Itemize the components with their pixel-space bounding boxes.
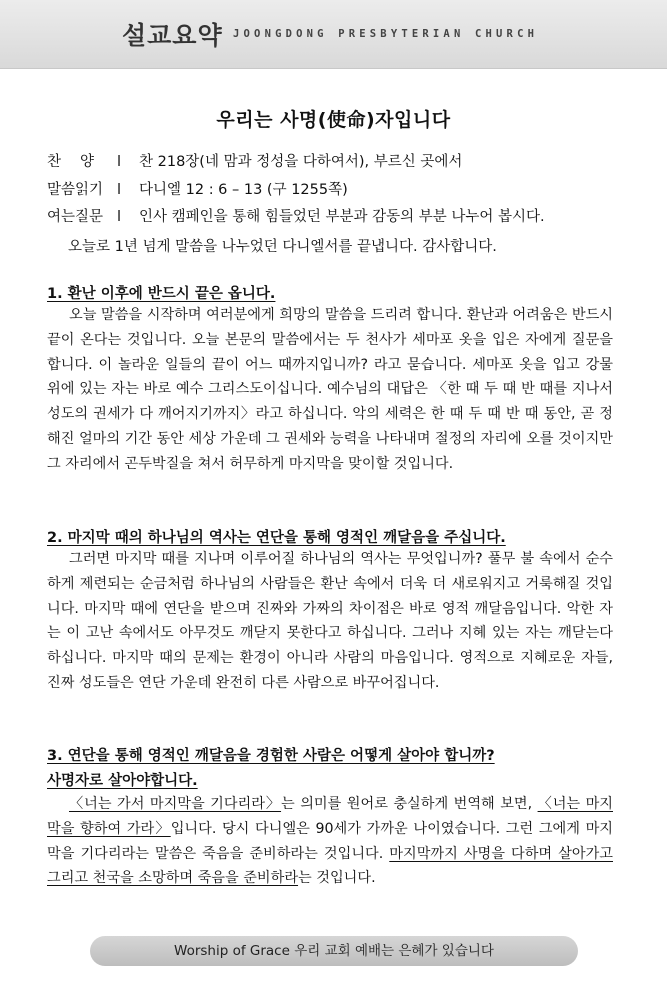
- section-2-body: 그러면 마지막 때를 지나며 이루어질 하나님의 역사는 무엇입니까? 풀무 불 속에서 순수하게 제련되는 순금처럼 하나님의 사람들은 환난 속에서 더욱 더 새로워지고 거룩해질 것입니다. 마지막 때에 연단을 받으며 진짜와 가짜의 차이점은 바로 영적 깨달음입니다. 악한 자는 이 고난 속에서도 아무것도 깨닫지 못한다고 하십니다. 그러나 지혜 있는 자는 깨닫는다 하십니다. 마지막 때의 문제는 환경이 아니라 사람의 마음입니다. 영적으로 지혜로운 자들, 진짜 성도들은 연단 가운데 완전히 다른 사람으로 바꾸어집니다.: [47, 551, 613, 691]
- hymn-label: 찬양: [47, 154, 114, 170]
- quote-wait-for-end: 〈너는 가서 마지막을 기다리라〉: [69, 796, 282, 812]
- section-3-body: [47, 792, 613, 891]
- hymn-row: [47, 150, 462, 171]
- question-separator: l: [117, 209, 122, 225]
- question-label: 여는질문: [47, 209, 104, 225]
- quote-go-toward-end: 〈너는 마지막을 향하여 가라〉: [47, 796, 613, 837]
- scripture-label: 말씀읽기: [47, 182, 104, 198]
- hymn-separator: l: [117, 154, 122, 170]
- section-3-subheading: 사명자로 살아야합니다.: [47, 773, 198, 789]
- section-1-body: 오늘 말씀을 시작하며 여러분에게 희망의 말씀을 드리려 합니다. 환난과 어려움은 반드시 끝이 온다는 것입니다. 오늘 본문의 말씀에서는 두 천사가 세마포 옷을 입은 자에게 질문을 합니다. 이 놀라운 일들의 끝이 어느 때까지입니까? 라고 묻습니다. 세마포 옷을 입고 강물 위에 있는 자는 바로 예수 그리스도이십니다. 예수님의 대답은 〈한 때 두 때 반 때를 지나서 성도의 권세가 다 깨어지기까지〉라고 하십니다. 악의 세력은 한 때 두 때 반 때 동안, 곧 정해진 얼마의 기간 동안 세상 가운데 그 권세와 능력을 나타내며 절정의 자리에 오를 것이지만 그 자리에서 곤두박질을 쳐서 허무하게 마지막을 맞이할 것입니다.: [47, 307, 613, 472]
- section-3-text-c: 는 것입니다.: [298, 870, 376, 887]
- section-3-text-b: 입니다. 당시 다니엘은 90세가 가까운 나이였습니다. 그런 그에게 마지막을 기다리라는 말씀은 죽음을 준비하라는 것입니다.: [47, 820, 613, 862]
- sermon-title: 우리는 사명(使命)자입니다: [216, 109, 451, 131]
- mission-emphasis: 마지막까지 사명을 다하며 살아가고 그리고 천국을 소망하며 죽음을 준비하라: [47, 845, 613, 887]
- hymn-value: 찬 218장(네 맘과 정성을 다하여서), 부르신 곳에서: [139, 154, 463, 170]
- question-row: [47, 205, 545, 226]
- section-3-heading: 3. 연단을 통해 영적인 깨달음을 경험한 사람은 어떻게 살아야 합니까?: [47, 748, 495, 764]
- question-value: 인사 캠페인을 통해 힘들었던 부분과 감동의 부분 나누어 봅시다.: [139, 209, 545, 225]
- page-header: [0, 0, 667, 69]
- section-3-text-a: 는 의미를 원어로 충실하게 번역해 보면,: [281, 796, 538, 812]
- scripture-value: 다니엘 12 : 6 – 13 (구 1255쪽): [139, 182, 348, 198]
- section-2-heading: 2. 마지막 때의 하나님의 역사는 연단을 통해 영적인 깨달음을 주십니다.: [47, 530, 506, 546]
- scripture-row: [47, 178, 348, 199]
- intro-text: 오늘로 1년 넘게 말씀을 나누었던 다니엘서를 끝냅니다. 감사합니다.: [68, 239, 497, 255]
- footer-banner: Worship of Grace 우리 교회 예배는 은혜가 있습니다: [90, 936, 578, 966]
- header-church-name: JOONGDONG PRESBYTERIAN CHURCH: [233, 28, 539, 40]
- section-1-heading: 1. 환난 이후에 반드시 끝은 옵니다.: [47, 286, 276, 302]
- scripture-separator: l: [117, 182, 122, 198]
- header-title-korean: 설교요약: [122, 21, 223, 50]
